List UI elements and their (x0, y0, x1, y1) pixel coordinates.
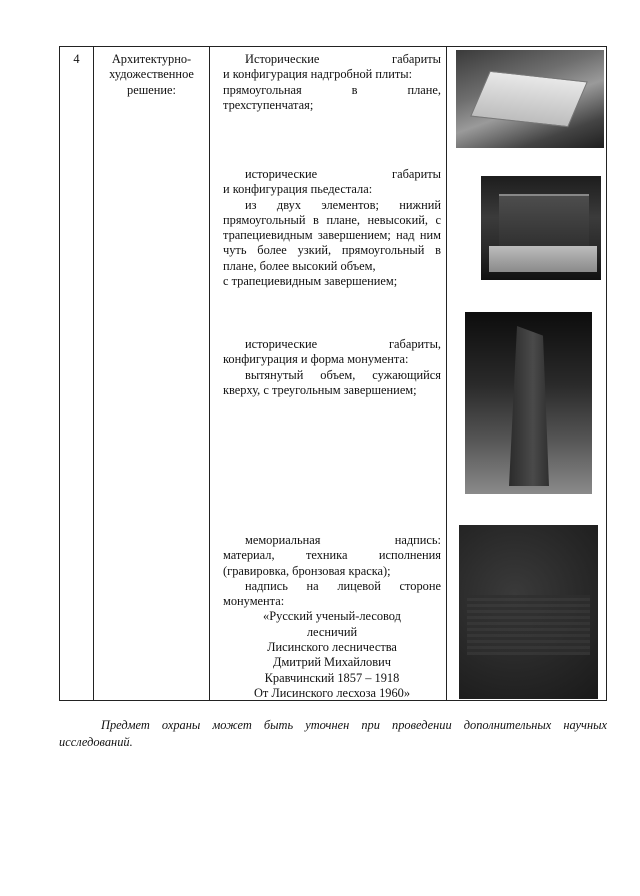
photo-monument (465, 312, 592, 494)
protection-table (59, 46, 607, 701)
desc-monument-body: вытянутый объем, сужающийся кверху, с треугольным завершением; (223, 367, 441, 397)
inscription-line-2: лесничий (306, 624, 358, 639)
desc-slab (223, 52, 441, 113)
photo-slab (456, 50, 604, 148)
inscription-line-5: Кравчинский 1857 – 1918 (264, 670, 400, 685)
column-divider (209, 47, 210, 700)
category-line-3: решение: (127, 82, 176, 97)
inscription-line-3: Лисинского лесничества (267, 640, 397, 655)
desc-monument-lead-right: габариты, (388, 337, 441, 351)
desc-inscription-lead-right: надпись: (394, 533, 441, 547)
inscription-line-4: Дмитрий Михайлович (273, 655, 391, 670)
desc-slab-line2: и конфигурация надгробной плиты: (223, 67, 413, 82)
desc-inscription-body2: надпись на лицевой стороне монумента: (223, 578, 441, 609)
desc-monument (223, 337, 441, 398)
category-line-1: Архитектурно- (111, 52, 192, 66)
inscription-line-1: «Русский ученый-лесовод (263, 609, 401, 624)
desc-slab-line4: трехступенчатая; (223, 97, 314, 112)
engraved-lines-texture (467, 595, 590, 655)
desc-monument-lead-left: исторические (245, 337, 318, 351)
desc-pedestal-line2: и конфигурация пьедестала: (223, 182, 373, 197)
desc-monument-line2: конфигурация и форма монумента: (223, 352, 409, 367)
obelisk-shape (509, 326, 549, 486)
desc-slab-line3-a: прямоугольная (223, 82, 302, 97)
desc-pedestal-body: из двух элементов; нижний прямоугольный в плане, невысокий, с трапециевидным завершением; над ним чуть более узкий, прямоугольный в плане, более высокий объем, (223, 197, 441, 273)
desc-pedestal-lead-right: габариты (392, 167, 441, 181)
desc-slab-line3-c: плане, (407, 82, 441, 97)
slab-shape (470, 71, 588, 127)
desc-pedestal (223, 167, 441, 289)
pedestal-base-shape (489, 246, 597, 272)
desc-slab-lead-left: Исторические (245, 52, 320, 66)
column-divider (446, 47, 447, 700)
desc-pedestal-tail: с трапециевидным завершением; (223, 274, 398, 289)
photo-inscription (459, 525, 598, 699)
desc-slab-lead-right: габариты (392, 52, 441, 66)
footnote: Предмет охраны может быть уточнен при проведении дополнительных научных исследований. (59, 718, 607, 749)
desc-inscription (223, 533, 441, 701)
inscription-line-6: От Лисинского лесхоза 1960» (253, 685, 411, 700)
column-divider (93, 47, 94, 700)
category-line-2: художественное (109, 67, 194, 82)
row-number: 4 (73, 52, 80, 66)
desc-pedestal-lead-left: исторические (245, 167, 318, 181)
photo-pedestal (481, 176, 601, 280)
desc-slab-line3-b: в (351, 82, 358, 97)
row-category (94, 52, 209, 98)
desc-inscription-body1: материал, техника исполнения (гравировка, бронзовая краска); (223, 548, 441, 578)
desc-inscription-lead-left: мемориальная (245, 533, 321, 547)
